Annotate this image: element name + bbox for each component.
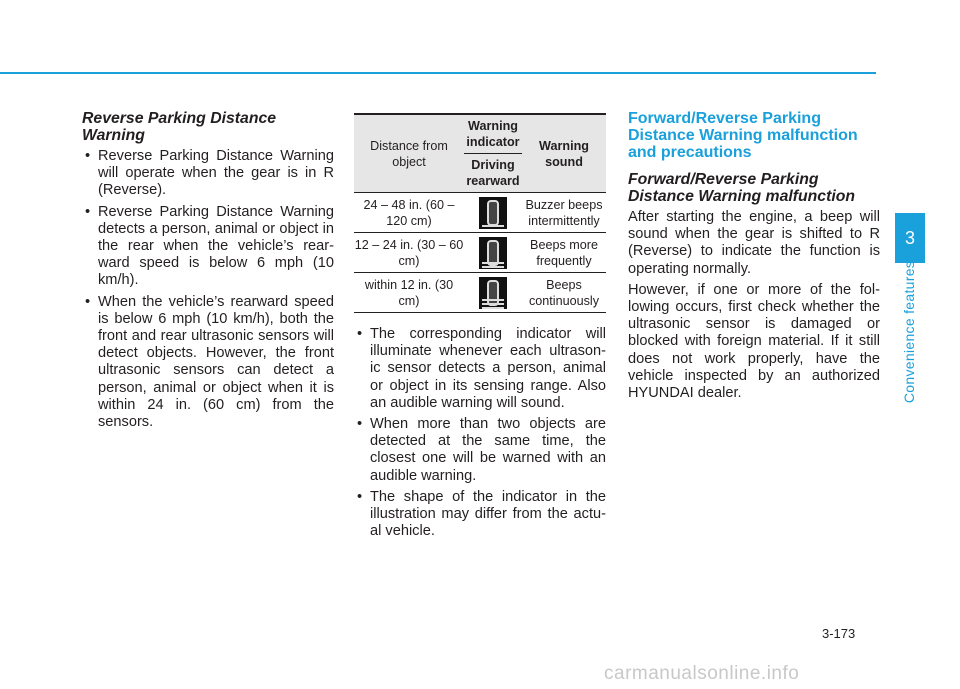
list-item: • Reverse Parking Distance Warning will operate when the gear is in R (Reverse). [82,148,334,200]
table-row [354,273,606,313]
header-distance: Distance from object [354,114,464,193]
cell-sound: Beeps continuously [522,273,606,313]
chapter-title-vertical [894,262,924,402]
paragraph: After starting the engine, a beep will sound when the gear is shifted to R (Reverse) to indicate the function is operating normally. [628,209,880,277]
header-rule [0,72,876,74]
column-right [628,110,880,406]
cell-indicator [464,193,522,233]
table-row [354,193,606,233]
cell-sound: Beeps more frequently [522,233,606,273]
cell-indicator [464,273,522,313]
cell-indicator [464,233,522,273]
cell-distance: 12 – 24 in. (30 – 60 cm) [354,233,464,273]
list-item: • The corresponding indicator will illuminate whenever each ultrason-ic sensor detects a person, animal or object in its sensing range. Also an audible warning will sound. [354,326,606,412]
header-warning-sound: Warning sound [522,114,606,193]
rear-sensor-three-bars-icon [479,277,507,309]
watermark: carmanualsonline.info [604,663,800,684]
section-heading-reverse-warning: Reverse Parking Distance Warning [82,110,277,144]
list-item: • Reverse Parking Distance Warning detects a person, animal or object in the rear when the vehicle’s rear-ward speed is below 6 mph (10 km/h). [82,204,334,290]
paragraph: However, if one or more of the fol-lowing occurs, first check whether the ultrasonic sensor is damaged or blocked with foreign material. If it still does not work properly, have the vehicle inspected by an authorized HYUNDAI dealer. [628,281,880,402]
bullet-list-left [82,148,334,431]
header-driving-rearward: Driving rearward [464,154,522,193]
list-item: • When more than two objects are detected at the same time, the closest one will be warned with an audible warning. [354,416,606,485]
list-item: • When the vehicle’s rearward speed is below 6 mph (10 km/h), both the front and rear ultrasonic sensors will detect objects. However, the front ultrasonic sensors can detect a person, animal or object when it is within 24 in. (60 cm) from the sensors. [82,294,334,432]
header-warning-indicator: Warning indicator [464,114,522,154]
page-number: 3-173 [822,626,856,641]
warning-table [354,113,606,313]
cell-sound: Buzzer beeps intermittently [522,193,606,233]
bullet-list-middle [354,326,606,540]
subheading-malfunction: Forward/Reverse Parking Distance Warning malfunction [628,171,856,205]
chapter-number-tab: 3 [895,213,925,263]
cell-distance: 24 – 48 in. (60 – 120 cm) [354,193,464,233]
chapter-title-label: Convenience features [901,260,917,404]
column-middle [354,326,606,544]
section-heading-malfunction: Forward/Reverse Parking Distance Warning malfunction and precautions [628,110,858,161]
rear-sensor-one-bar-icon [479,197,507,229]
table-row [354,233,606,273]
cell-distance: within 12 in. (30 cm) [354,273,464,313]
rear-sensor-two-bars-icon [479,237,507,269]
list-item: • The shape of the indicator in the illustration may differ from the actu-al vehicle. [354,489,606,541]
column-left [82,110,334,435]
